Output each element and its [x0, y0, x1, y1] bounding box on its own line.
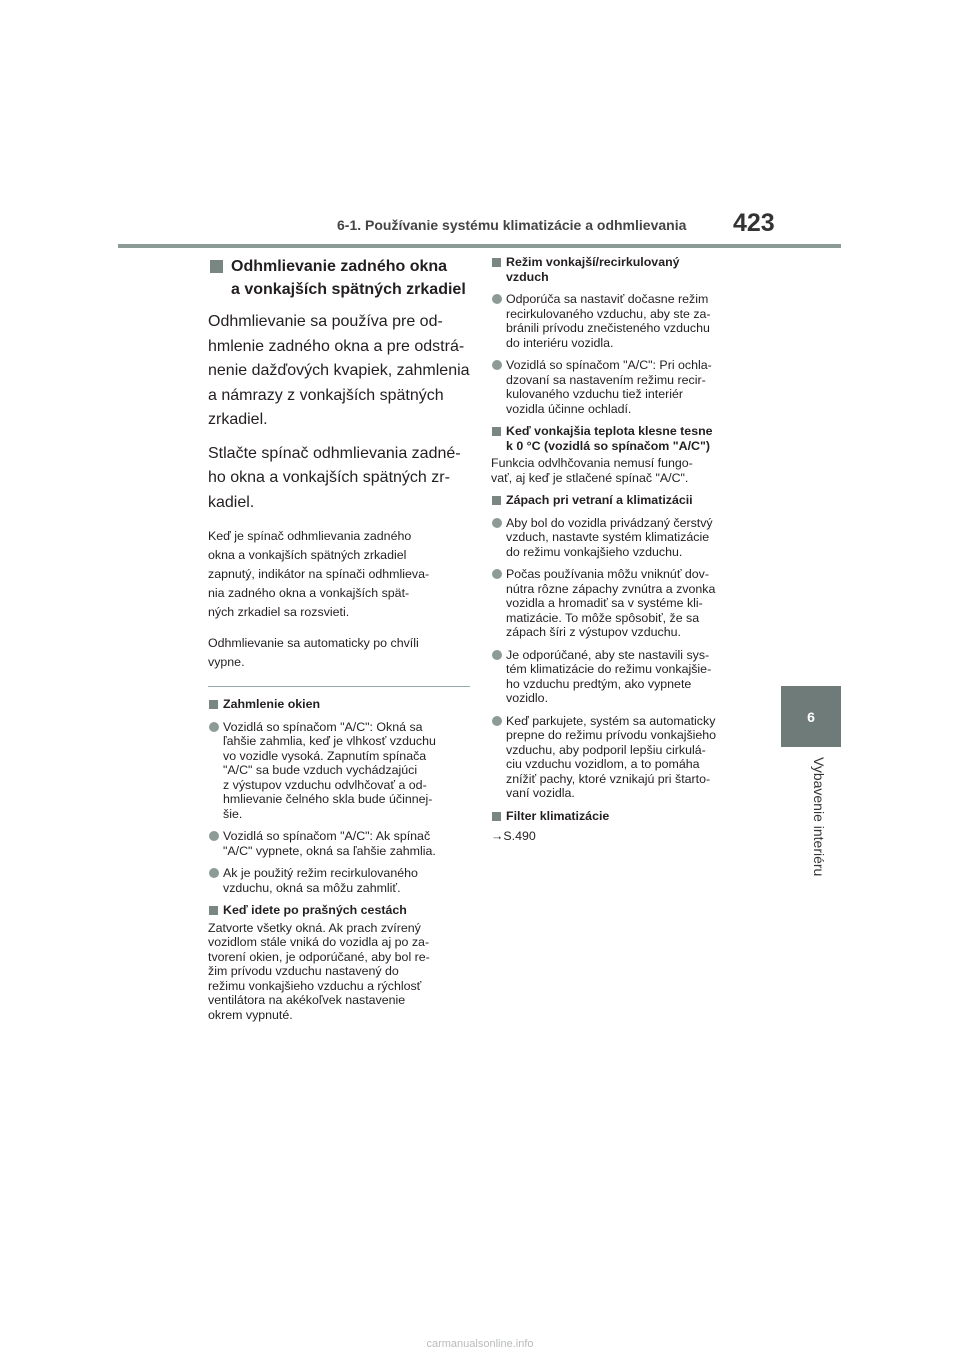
chapter-number: 6 [807, 708, 815, 725]
section-heading-text: Zápach pri vetraní a klimatizácii [506, 493, 693, 507]
circle-bullet-icon [492, 294, 502, 304]
list-item [491, 292, 748, 350]
main-heading-text: Odhmlievanie zadného okna a vonkajších spätných zrkadiel [231, 258, 466, 298]
circle-bullet-icon [492, 518, 502, 528]
watermark: carmanualsonline.info [426, 1338, 534, 1350]
section-paragraph: Zatvorte všetky okná. Ak prach zvírený vozidlom stále vniká do vozidla aj po za- tvorení okien, je odporúčané, aby bol re- žim prívodu vzduchu nastavený do režimu vonkajšieho vzduchu a rýchlosť ventilátora na akékoľvek nastavenie okrem vypnuté. [208, 920, 430, 1022]
section-heading [491, 493, 748, 508]
square-bullet-icon [492, 812, 501, 821]
list-item-text: Počas používania môžu vniknúť dov- nútra rôzne zápachy zvnútra a zvonka vozidla a hromadiť sa v systéme kli- matizácie. To môže spôsobiť, že sa zápach šíri z výstupov vzduchu. [506, 567, 716, 639]
list-item [208, 720, 470, 822]
circle-bullet-icon [209, 722, 219, 732]
section-heading [208, 903, 470, 918]
section-paragraph: Funkcia odvlhčovania nemusí fungo- vať, aj keď je stlačené spínač "A/C". [491, 456, 693, 485]
page-number: 423 [733, 209, 775, 237]
section-heading-text: Keď idete po prašných cestách [223, 903, 407, 917]
section-divider [208, 686, 470, 687]
intro-paragraph: Odhmlievanie sa používa pre od- hmlenie zadného okna a pre odstrá- nenie dažďových kvapiek, zahmlenia a námrazy z vonkajších spätných zrkadiel. [208, 313, 470, 428]
list-item-text: Vozidlá so spínačom "A/C": Okná sa ľahšie zahmlia, keď je vlhkosť vzduchu vo vozidle vysoká. Zapnutím spínača "A/C" sa bude vzduch vychádzajúci z výstupov vzduchu odvlhčovať a od- hmlievanie čelného skla bude účinnej- šie. [223, 719, 436, 821]
list-item-text: Je odporúčané, aby ste nastavili sys- tém klimatizácie do režimu vonkajšie- ho vzduchu predtým, ako vypnete vozidlo. [506, 647, 712, 705]
section-heading [491, 255, 748, 284]
list-item [208, 829, 470, 858]
chapter-label: Vybavenie interiéru [811, 757, 827, 877]
intro-paragraph: Stlačte spínač odhmlievania zadné- ho okna a vonkajších spätných zr- kadiel. [208, 444, 461, 511]
circle-bullet-icon [209, 831, 219, 841]
page-reference-link[interactable]: →S.490 [491, 829, 536, 843]
left-column [208, 255, 470, 1022]
main-heading [208, 255, 470, 301]
list-item-text: Odporúča sa nastaviť dočasne režim recirkulovaného vzduchu, aby ste za- bránili prívodu znečisteného vzduchu do interiéru vozidla. [506, 292, 711, 350]
list-item-text: Keď parkujete, systém sa automaticky prepne do režimu prívodu vonkajšieho vzduchu, aby podporil lepšiu cirkulá- ciu vzduchu vozidlom, a to pomáha znížiť pachy, ktoré vznikajú pri štarto- vaní vozidla. [506, 713, 717, 800]
section-title: 6-1. Používanie systému klimatizácie a odhmlievania [337, 217, 687, 233]
circle-bullet-icon [492, 650, 502, 660]
square-bullet-icon [209, 906, 218, 915]
intro-note: Odhmlievanie sa automaticky po chvíli vypne. [208, 636, 419, 669]
circle-bullet-icon [492, 360, 502, 370]
section-heading [491, 809, 748, 824]
circle-bullet-icon [492, 569, 502, 579]
square-bullet-icon [492, 496, 501, 505]
header-divider [118, 244, 841, 248]
circle-bullet-icon [492, 716, 502, 726]
square-bullet-icon [492, 427, 501, 436]
right-column [491, 255, 748, 843]
list-item-text: Ak je použitý režim recirkulovaného vzduchu, okná sa môžu zahmliť. [223, 866, 418, 895]
section-heading-text: Režim vonkajší/recirkulovaný vzduch [506, 255, 680, 284]
section-heading-text: Filter klimatizácie [506, 808, 610, 823]
list-item-text: Aby bol do vozidla privádzaný čerstvý vzduch, nastavte systém klimatizácie do režimu vonkajšieho vzduchu. [506, 515, 713, 559]
list-item-text: Vozidlá so spínačom "A/C": Ak spínač "A/C" vypnete, okná sa ľahšie zahmlia. [223, 829, 436, 858]
square-bullet-icon [492, 258, 501, 267]
list-item [491, 516, 748, 560]
list-item [491, 648, 748, 706]
section-heading-text: Keď vonkajšia teplota klesne tesne k 0 °C (vozidlá so spínačom "A/C") [506, 424, 713, 453]
list-item [208, 866, 470, 895]
section-heading [491, 424, 748, 453]
square-bullet-icon [209, 700, 218, 709]
list-item-text: Vozidlá so spínačom "A/C": Pri ochla- dzovaní sa nastavením režimu recir- kulovaného vzduchu tiež interiér vozidla účinne ochladí. [506, 358, 712, 416]
list-item [491, 358, 748, 416]
intro-note: Keď je spínač odhmlievania zadného okna a vonkajších spätných zrkadiel zapnutý, indikátor na spínači odhmlieva- nia zadného okna a vonkajších spät- ných zrkadiel sa rozsvieti. [208, 529, 430, 619]
list-item [491, 714, 748, 801]
square-bullet-icon [210, 260, 223, 273]
list-item [491, 567, 748, 640]
section-heading [208, 697, 470, 712]
section-heading-text: Zahmlenie okien [223, 697, 321, 711]
circle-bullet-icon [209, 868, 219, 878]
chapter-tab[interactable] [781, 686, 841, 747]
